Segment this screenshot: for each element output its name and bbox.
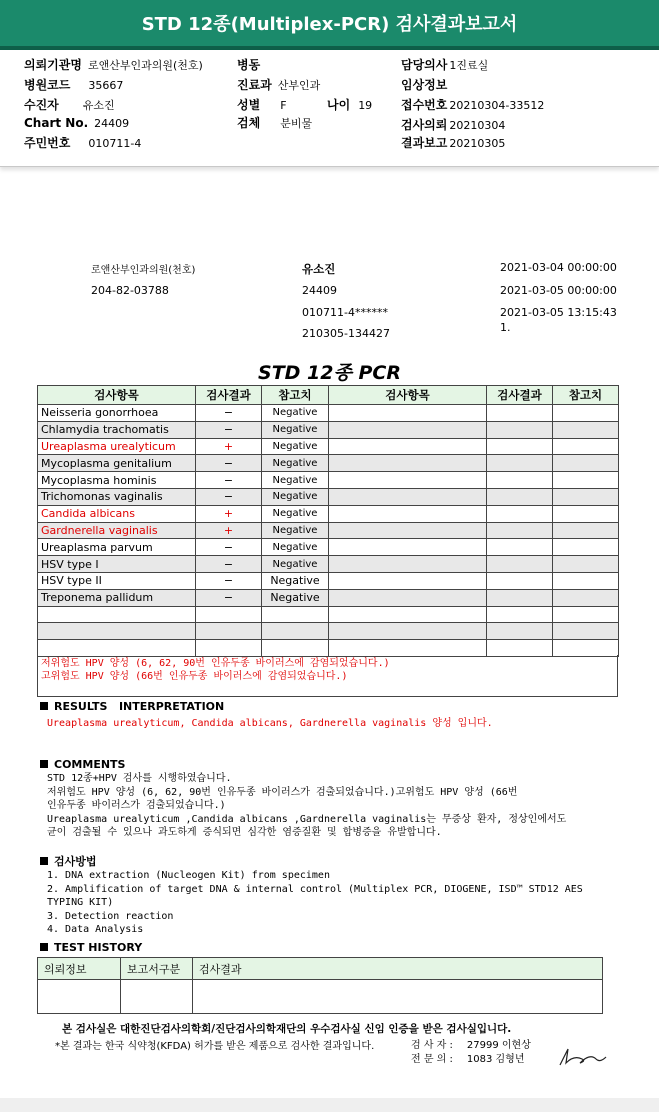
test-result: − — [196, 556, 262, 573]
footer-inspector: 검 사 자 : 27999 이현상 — [411, 1040, 531, 1051]
test-result — [196, 623, 262, 640]
header-sex: 성별 F — [237, 98, 287, 112]
reference-value-2 — [553, 572, 619, 589]
test-item-name: Ureaplasma urealyticum — [38, 438, 196, 455]
table-row — [38, 539, 619, 556]
test-item-name — [38, 640, 196, 657]
col-header-result-2: 검사결과 — [487, 386, 553, 405]
test-result-2 — [487, 522, 553, 539]
test-item-name-2 — [329, 488, 487, 505]
reference-value: Negative — [262, 455, 329, 472]
comments-text: STD 12종+HPV 검사를 시행하였습니다. 저위험도 HPV 양성 (6, 62, 90번 인유두종 바이러스가 검출되었습니다.)고위험도 HPV 양성 (66번 인유두종 바이러스가 검출되었습니다.) Ureaplasma urealyticum ,Candida albicans ,Gardnerella vaginalis는 무증상 환자, 정상인에서도 균이 검출될 수 있으나 과도하게 증식되면 심각한 염증질환 및 합병증을 유발합니다. — [47, 773, 567, 838]
test-item-name: Candida albicans — [38, 505, 196, 522]
label-resident: 010711-4****** — [302, 306, 388, 319]
table-row — [38, 438, 619, 455]
page-bottom-bar — [0, 1098, 659, 1112]
reference-value: Negative — [262, 421, 329, 438]
test-item-name: Chlamydia trachomatis — [38, 421, 196, 438]
header-chart: Chart No. 24409 — [24, 116, 130, 130]
results-interpretation-text: Ureaplasma urealyticum, Candida albicans, Gardnerella vaginalis 양성 입니다. — [47, 718, 493, 729]
hpv-low-risk-note: 저위험도 HPV 양성 (6, 62, 90번 인유두종 바이러스에 감염되었습니다.) — [41, 658, 390, 669]
test-item-name-2 — [329, 589, 487, 606]
reference-value: Negative — [262, 488, 329, 505]
reference-value-2 — [553, 522, 619, 539]
reference-value-2 — [553, 623, 619, 640]
test-result-2 — [487, 572, 553, 589]
test-item-name-2 — [329, 505, 487, 522]
reference-value-2 — [553, 488, 619, 505]
col-header-ref: 참고치 — [262, 386, 329, 405]
label-date-3: 2021-03-05 13:15:43 — [500, 306, 617, 319]
test-result: − — [196, 572, 262, 589]
reference-value: Negative — [262, 589, 329, 606]
reference-value-2 — [553, 472, 619, 489]
test-result: − — [196, 472, 262, 489]
test-result-2 — [487, 405, 553, 422]
test-result-2 — [487, 589, 553, 606]
test-result: − — [196, 455, 262, 472]
footer-kfda-note: *본 결과는 한국 식약청(KFDA) 허가를 받은 제품으로 검사한 결과입니다. — [55, 1041, 375, 1052]
reference-value: Negative — [262, 539, 329, 556]
test-item-name-2 — [329, 438, 487, 455]
header-specimen: 검체 분비물 — [237, 116, 313, 130]
test-result-2 — [487, 472, 553, 489]
label-clinic: 로앤산부인과의원(천호) — [91, 265, 196, 276]
table-row — [38, 488, 619, 505]
test-item-name: Ureaplasma parvum — [38, 539, 196, 556]
test-result-2 — [487, 455, 553, 472]
test-item-name: Trichomonas vaginalis — [38, 488, 196, 505]
test-result-2 — [487, 539, 553, 556]
test-item-name-2 — [329, 472, 487, 489]
label-number: 1. — [500, 321, 511, 334]
label-name: 유소진 — [302, 262, 336, 276]
header-institution: 의뢰기관명 로앤산부인과의원(천호) — [24, 58, 203, 72]
reference-value: Negative — [262, 522, 329, 539]
history-row — [38, 980, 603, 1014]
reference-value: Negative — [262, 505, 329, 522]
label-date-1: 2021-03-04 00:00:00 — [500, 261, 617, 274]
header-report: 결과보고 20210305 — [401, 136, 506, 150]
hpv-high-risk-note: 고위험도 HPV 양성 (66번 인유두종 바이러스에 감염되었습니다.) — [41, 671, 348, 682]
col-header-result: 검사결과 — [196, 386, 262, 405]
test-item-name-2 — [329, 623, 487, 640]
reference-value-2 — [553, 556, 619, 573]
test-result-2 — [487, 505, 553, 522]
header-ward: 병동 — [237, 58, 261, 72]
reference-value: Negative — [262, 472, 329, 489]
results-header-row — [38, 386, 619, 405]
header-doctor: 담당의사 1진료실 — [401, 58, 489, 72]
table-row — [38, 572, 619, 589]
header-receipt: 접수번호 20210304-33512 — [401, 98, 545, 112]
reference-value — [262, 606, 329, 623]
report-title: STD 12종(Multiplex-PCR) 검사결과보고서 — [0, 0, 659, 50]
test-item-name-2 — [329, 640, 487, 657]
test-item-name-2 — [329, 556, 487, 573]
reference-value-2 — [553, 421, 619, 438]
test-history-heading: TEST HISTORY — [40, 941, 142, 954]
reference-value: Negative — [262, 556, 329, 573]
reference-value: Negative — [262, 572, 329, 589]
method-text: 1. DNA extraction (Nucleogen Kit) from specimen 2. Amplification of target DNA & internal control (Multiplex PCR, DIOGENE, ISD™ STD12 AES TYPING KIT) 3. Detection reaction 4. Data Analysis — [47, 870, 583, 935]
reference-value-2 — [553, 589, 619, 606]
test-result — [196, 640, 262, 657]
footer-certification: 본 검사실은 대한진단검사의학회/진단검사의학재단의 우수검사실 신임 인증을 받은 검사실입니다. — [62, 1023, 512, 1035]
reference-value-2 — [553, 606, 619, 623]
signature-icon — [556, 1045, 610, 1069]
test-result: − — [196, 488, 262, 505]
table-row — [38, 640, 619, 657]
test-result — [196, 606, 262, 623]
reference-value: Negative — [262, 438, 329, 455]
test-result: + — [196, 522, 262, 539]
history-col-request: 의뢰정보 — [38, 958, 121, 980]
report-header — [0, 50, 659, 167]
reference-value-2 — [553, 539, 619, 556]
hpv-note — [37, 655, 618, 697]
label-clinic-no: 204-82-03788 — [91, 284, 169, 297]
results-table — [37, 385, 619, 657]
test-item-name-2 — [329, 405, 487, 422]
header-request: 검사의뢰 20210304 — [401, 118, 506, 132]
test-result-2 — [487, 488, 553, 505]
reference-value — [262, 623, 329, 640]
header-hospital-code: 병원코드 35667 — [24, 78, 124, 92]
test-item-name: HSV type II — [38, 572, 196, 589]
col-header-item-2: 검사항목 — [329, 386, 487, 405]
test-item-name: Mycoplasma genitalium — [38, 455, 196, 472]
test-result: − — [196, 421, 262, 438]
test-result-2 — [487, 556, 553, 573]
test-item-name-2 — [329, 421, 487, 438]
test-result-2 — [487, 438, 553, 455]
test-item-name-2 — [329, 539, 487, 556]
table-row — [38, 589, 619, 606]
label-sample-no: 210305-134427 — [302, 327, 390, 340]
table-row — [38, 606, 619, 623]
test-result-2 — [487, 640, 553, 657]
header-age: 나이 19 — [327, 98, 373, 112]
table-row — [38, 522, 619, 539]
test-result: − — [196, 539, 262, 556]
header-resident: 주민번호 010711-4 — [24, 136, 142, 150]
table-row — [38, 472, 619, 489]
history-col-result: 검사결과 — [193, 958, 603, 980]
header-patient: 수진자 유소진 — [24, 98, 115, 112]
method-heading: 검사방법 — [40, 853, 97, 869]
footer-specialist: 전 문 의 : 1083 김형년 — [411, 1054, 525, 1065]
header-clinical: 임상정보 — [401, 78, 448, 92]
test-item-name: HSV type I — [38, 556, 196, 573]
reference-value — [262, 640, 329, 657]
test-item-name — [38, 623, 196, 640]
test-result-2 — [487, 623, 553, 640]
test-item-name-2 — [329, 522, 487, 539]
table-row — [38, 421, 619, 438]
test-item-name-2 — [329, 455, 487, 472]
test-result: + — [196, 438, 262, 455]
std-pcr-title: STD 12종 PCR — [258, 362, 401, 384]
test-item-name: Treponema pallidum — [38, 589, 196, 606]
table-row — [38, 405, 619, 422]
test-result: − — [196, 589, 262, 606]
reference-value-2 — [553, 455, 619, 472]
history-col-report-type: 보고서구분 — [121, 958, 193, 980]
reference-value-2 — [553, 505, 619, 522]
test-item-name: Gardnerella vaginalis — [38, 522, 196, 539]
table-row — [38, 455, 619, 472]
comments-heading: COMMENTS — [40, 758, 125, 771]
test-result: − — [196, 405, 262, 422]
table-row — [38, 556, 619, 573]
test-item-name — [38, 606, 196, 623]
col-header-ref-2: 참고치 — [553, 386, 619, 405]
header-dept: 진료과 산부인과 — [237, 78, 321, 92]
reference-value-2 — [553, 405, 619, 422]
table-row — [38, 505, 619, 522]
test-item-name-2 — [329, 606, 487, 623]
test-history-table — [37, 957, 603, 1014]
table-row — [38, 623, 619, 640]
label-chart: 24409 — [302, 284, 337, 297]
reference-value: Negative — [262, 405, 329, 422]
results-interpretation-heading: RESULTS INTERPRETATION — [40, 700, 224, 713]
reference-value-2 — [553, 438, 619, 455]
test-result: + — [196, 505, 262, 522]
test-item-name: Mycoplasma hominis — [38, 472, 196, 489]
col-header-item: 검사항목 — [38, 386, 196, 405]
history-header-row — [38, 958, 603, 980]
test-item-name: Neisseria gonorrhoea — [38, 405, 196, 422]
test-result-2 — [487, 606, 553, 623]
test-item-name-2 — [329, 572, 487, 589]
reference-value-2 — [553, 640, 619, 657]
label-date-2: 2021-03-05 00:00:00 — [500, 284, 617, 297]
test-result-2 — [487, 421, 553, 438]
